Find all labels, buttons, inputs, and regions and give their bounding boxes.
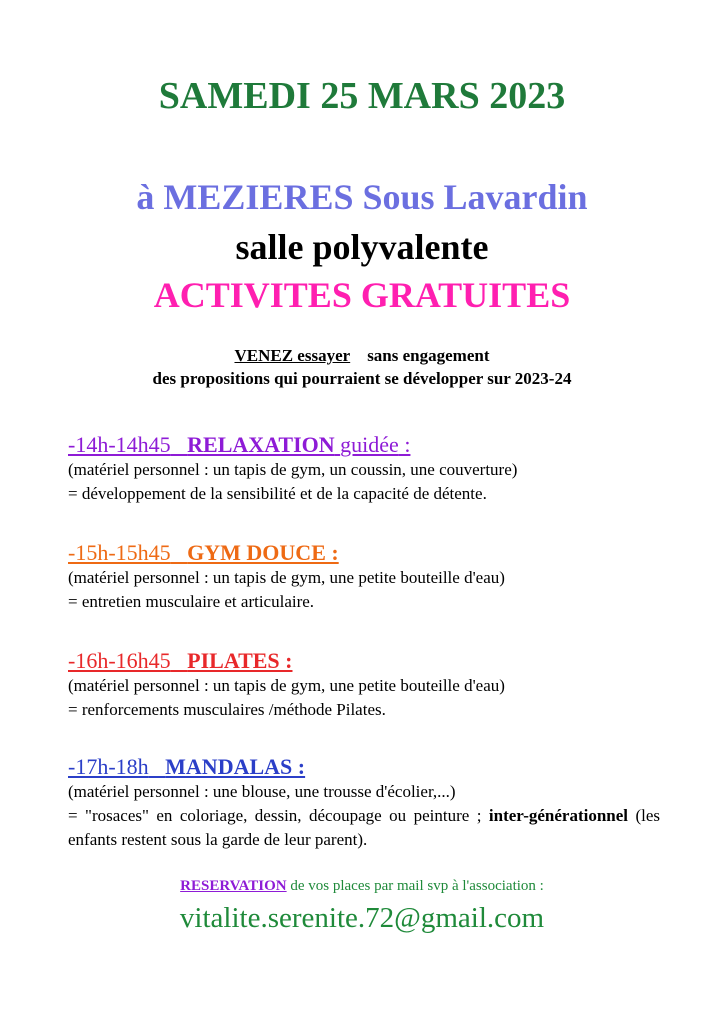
activity-materials: (matériel personnel : une blouse, une trousse d'écolier,...) xyxy=(68,782,456,801)
activity-time: -14h-14h45 xyxy=(68,432,171,457)
activity-description: = entretien musculaire et articulaire. xyxy=(68,592,315,611)
intro-no-commitment: sans engagement xyxy=(367,346,490,365)
activity-description-part1: = "rosaces" en coloriage, dessin, découpage ou peinture ; xyxy=(68,806,482,825)
activity-name: MANDALAS : xyxy=(165,754,306,779)
free-activities-title: ACTIVITES GRATUITES xyxy=(153,275,571,315)
activity-name: GYM DOUCE : xyxy=(187,540,339,565)
location-title: à MEZIERES Sous Lavardin xyxy=(136,177,588,217)
activity-materials: (matériel personnel : un tapis de gym, un coussin, une couverture) xyxy=(68,460,518,479)
activity-time: -17h-18h xyxy=(68,754,149,779)
activity-description-part2: (les enfants restent sous la garde de leur parent). xyxy=(68,806,661,849)
intro-try-label: VENEZ essayer xyxy=(234,346,351,365)
activity-description xyxy=(68,804,660,852)
activity-description-bold: inter-générationnel xyxy=(488,806,629,825)
reservation-text: de vos places par mail svp à l'association : xyxy=(290,878,544,894)
activity-name: RELAXATION xyxy=(187,432,335,457)
activity-mandalas xyxy=(68,754,660,852)
activity-colon: : xyxy=(398,432,411,457)
activity-heading xyxy=(68,432,660,458)
activity-gym-douce xyxy=(68,540,660,614)
activity-heading xyxy=(68,754,660,780)
activity-pilates xyxy=(68,648,660,722)
activity-name-suffix: guidée xyxy=(340,432,399,457)
reservation-word: RESERVATION xyxy=(180,878,287,894)
activity-description: = développement de la sensibilité et de la capacité de détente. xyxy=(68,484,487,503)
activity-time: -16h-16h45 xyxy=(68,648,171,673)
activity-relaxation xyxy=(68,432,660,506)
date-title: SAMEDI 25 MARS 2023 xyxy=(158,75,566,117)
contact-email[interactable]: vitalite.serenite.72@gmail.com xyxy=(179,902,545,934)
activity-heading xyxy=(68,540,660,566)
activity-time: -15h-15h45 xyxy=(68,540,171,565)
intro-line-1 xyxy=(0,344,724,367)
activity-description: = renforcements musculaires /méthode Pilates. xyxy=(68,700,386,719)
reservation-notice xyxy=(0,878,724,895)
activity-heading xyxy=(68,648,660,674)
activity-name: PILATES : xyxy=(187,648,293,673)
activity-materials: (matériel personnel : un tapis de gym, une petite bouteille d'eau) xyxy=(68,676,505,695)
intro-text xyxy=(0,344,724,390)
intro-line-2: des propositions qui pourraient se développer sur 2023-24 xyxy=(152,369,572,388)
activity-materials: (matériel personnel : un tapis de gym, une petite bouteille d'eau) xyxy=(68,568,505,587)
venue-title: salle polyvalente xyxy=(235,227,489,267)
